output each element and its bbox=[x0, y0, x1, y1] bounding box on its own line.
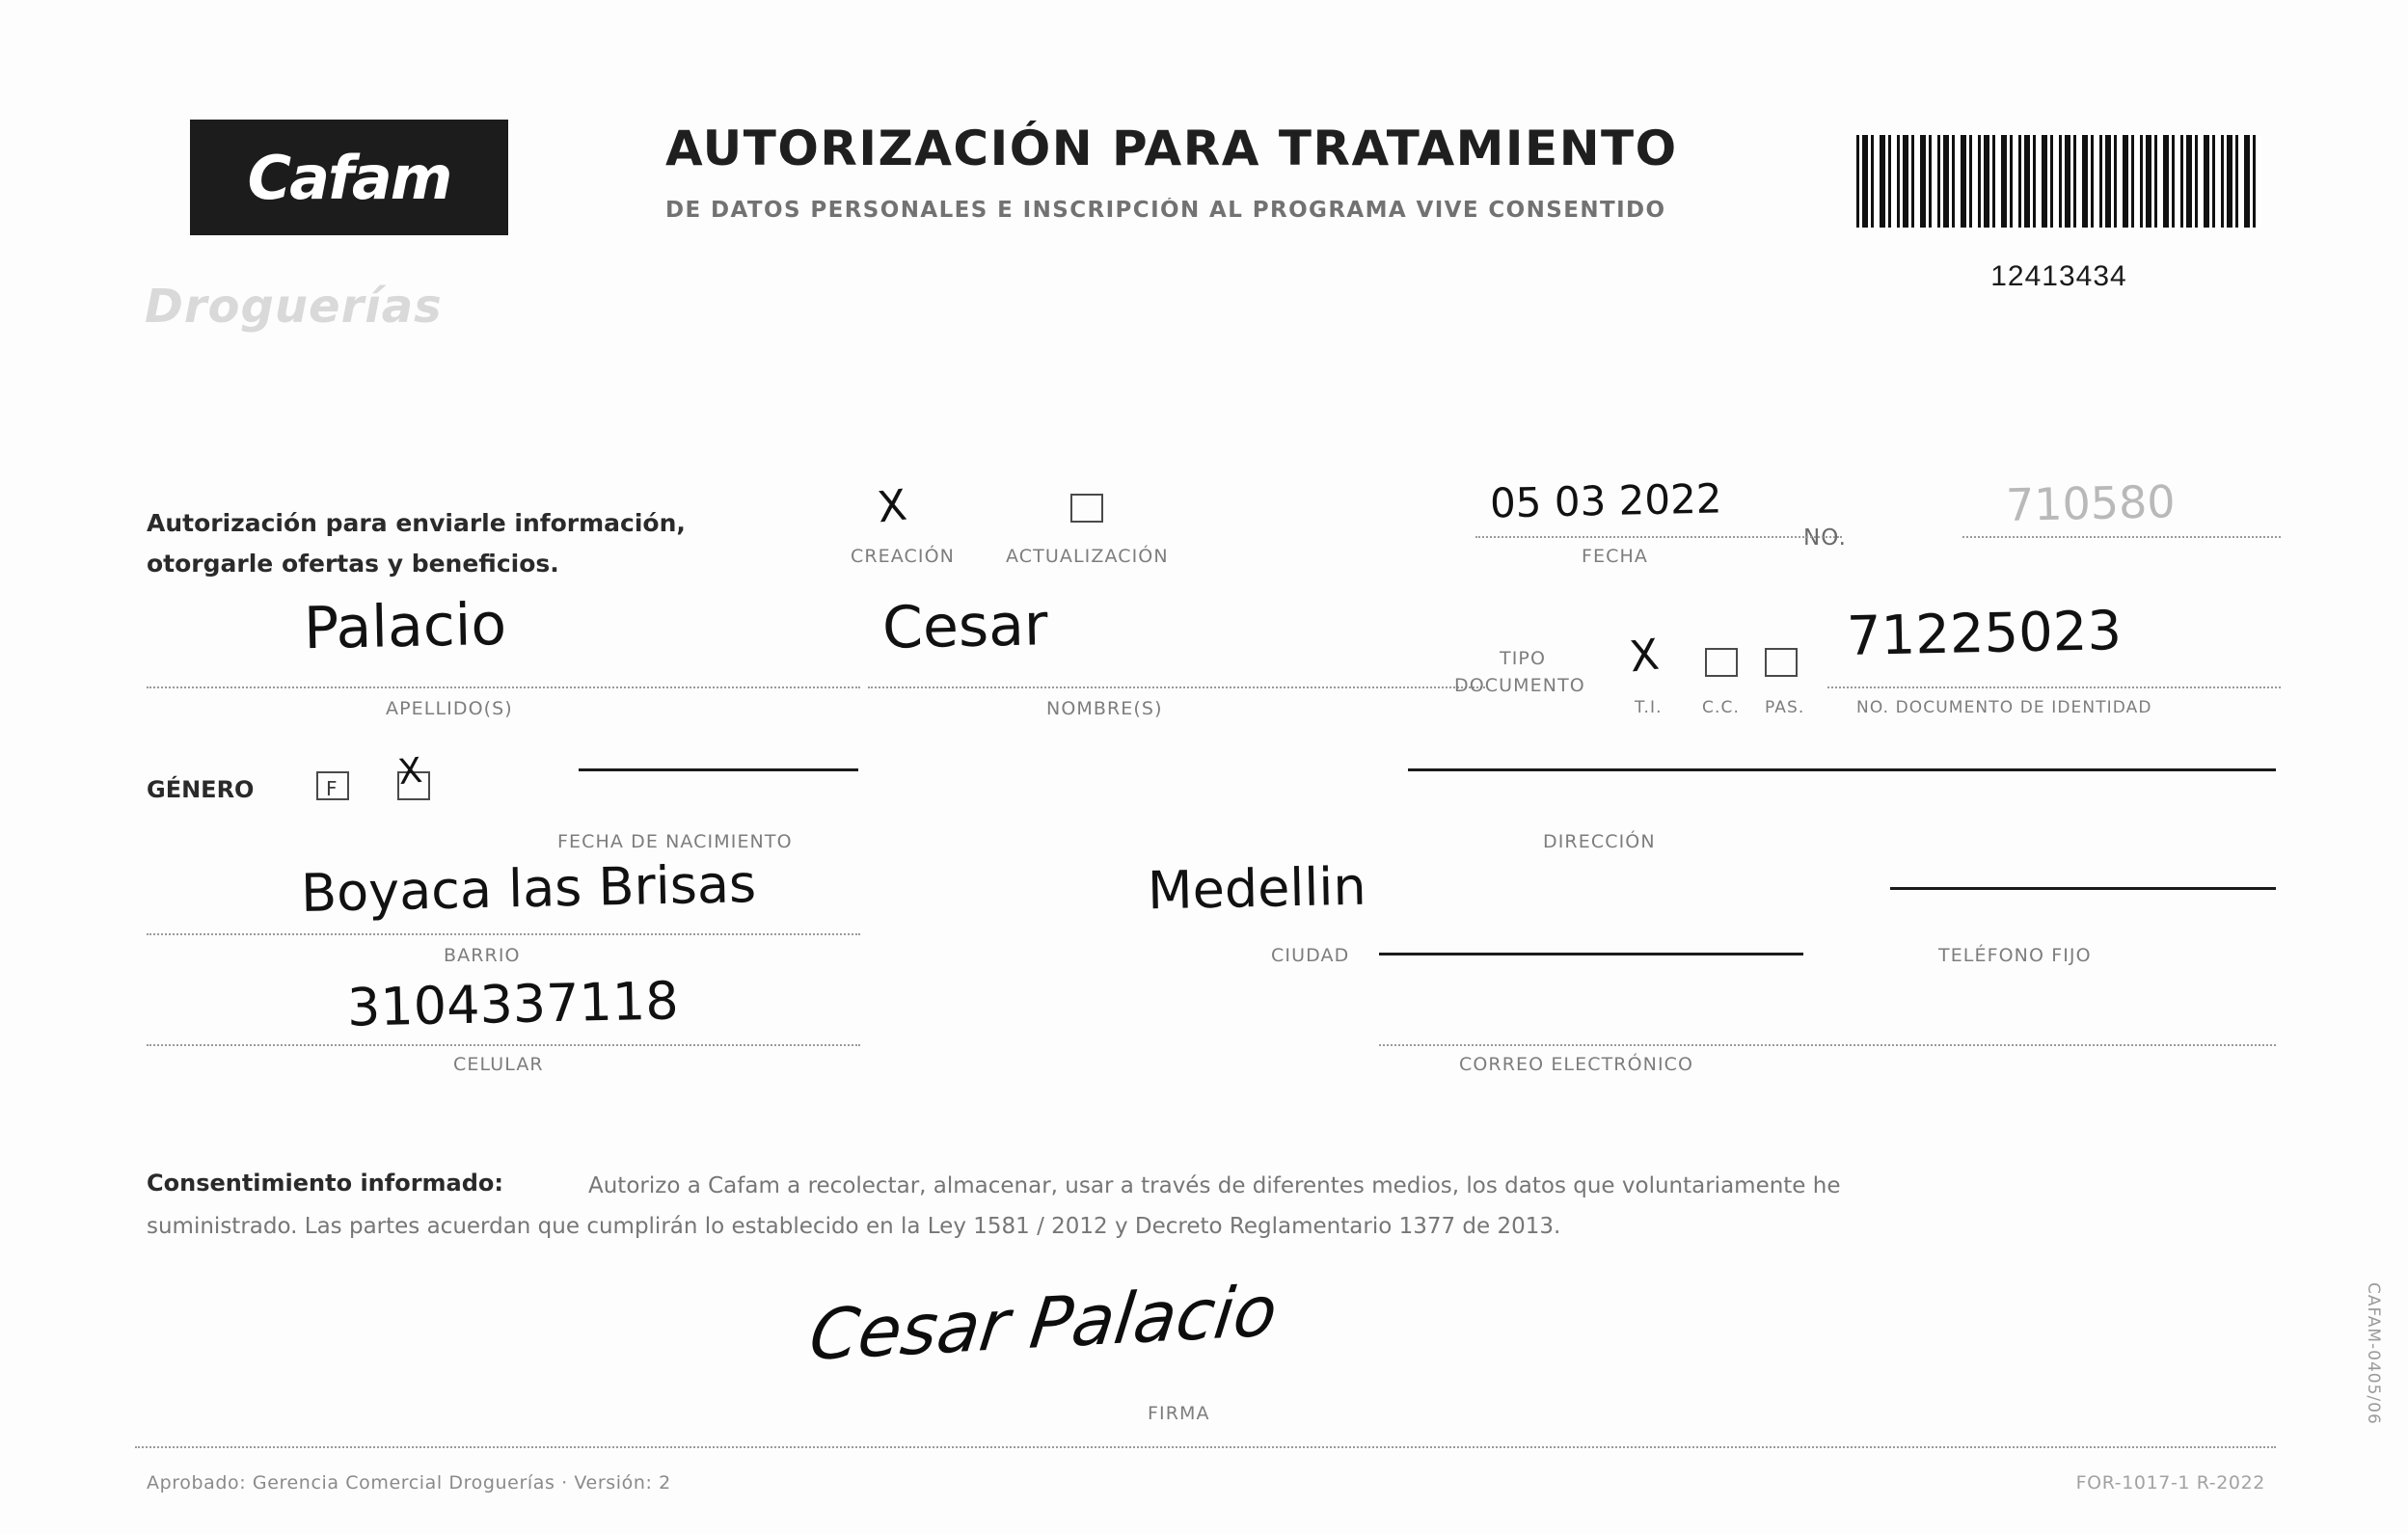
apellidos-label: APELLIDO(S) bbox=[386, 698, 513, 719]
consent-line2: suministrado. Las partes acuerdan que cumplirán lo establecido en la Ley 1581 / 2012 y Decreto Reglamentario 1377 de 2013. bbox=[147, 1214, 1561, 1239]
tipo-documento-label-line1: TIPO bbox=[1500, 648, 1547, 669]
ciudad-label: CIUDAD bbox=[1271, 945, 1350, 966]
fecha-value[interactable]: 05 03 2022 bbox=[1489, 474, 1722, 527]
side-margin-code: CAFAM-0405/06 bbox=[2364, 1282, 2383, 1425]
fecha-nacimiento-rule bbox=[579, 768, 858, 771]
fecha-nacimiento-label: FECHA DE NACIMIENTO bbox=[557, 831, 793, 852]
direccion-rule bbox=[1408, 768, 2276, 771]
actualizacion-label: ACTUALIZACIÓN bbox=[1006, 546, 1169, 567]
nombres-rule bbox=[868, 686, 1485, 688]
genero-m-mark[interactable]: X bbox=[395, 750, 424, 794]
celular-value[interactable]: 3104337118 bbox=[346, 970, 680, 1038]
signature-mark[interactable]: Cesar Palacio bbox=[805, 1270, 1282, 1376]
authorization-intro-line2: otorgarle ofertas y beneficios. bbox=[147, 550, 559, 578]
correo-label: CORREO ELECTRÓNICO bbox=[1459, 1054, 1694, 1075]
actualizacion-checkbox[interactable] bbox=[1070, 494, 1103, 523]
ciudad-rule bbox=[1379, 953, 1803, 955]
numero-documento-rule bbox=[1827, 686, 2281, 688]
cafam-logo-text: Cafam bbox=[247, 142, 451, 213]
tipo-documento-ti-mark[interactable]: X bbox=[1627, 630, 1662, 683]
ciudad-value[interactable]: Medellin bbox=[1147, 855, 1367, 922]
consent-line1: Autorizo a Cafam a recolectar, almacenar, usar a través de diferentes medios, los datos que voluntariamente he bbox=[588, 1173, 1841, 1198]
genero-f-label: F bbox=[326, 777, 338, 800]
footer-form-code: FOR-1017-1 R-2022 bbox=[2075, 1472, 2265, 1494]
direccion-label: DIRECCIÓN bbox=[1543, 831, 1656, 852]
cafam-logo bbox=[190, 120, 508, 235]
tipo-documento-pas-checkbox[interactable] bbox=[1765, 648, 1798, 677]
barrio-label: BARRIO bbox=[444, 945, 521, 966]
genero-label: GÉNERO bbox=[147, 776, 255, 803]
numero-documento-value[interactable]: 71225023 bbox=[1846, 600, 2123, 668]
footer-approval-text: Aprobado: Gerencia Comercial Droguerías · Versión: 2 bbox=[147, 1472, 671, 1494]
fecha-label: FECHA bbox=[1582, 546, 1648, 567]
numero-documento-label: NO. DOCUMENTO DE IDENTIDAD bbox=[1856, 698, 2152, 717]
signature-label: FIRMA bbox=[1148, 1403, 1210, 1424]
numero-label: NO. bbox=[1803, 525, 1847, 551]
nombres-label: NOMBRE(S) bbox=[1046, 698, 1163, 719]
numero-rule bbox=[1962, 536, 2281, 538]
barrio-value[interactable]: Boyaca las Brisas bbox=[300, 853, 757, 924]
tipo-documento-option-pas: PAS. bbox=[1765, 698, 1805, 717]
celular-rule bbox=[147, 1044, 860, 1046]
correo-rule bbox=[1379, 1044, 2276, 1046]
telefono-label: TELÉFONO FIJO bbox=[1938, 945, 2092, 966]
droguerias-wordmark: Droguerías bbox=[145, 280, 443, 334]
fecha-rule bbox=[1475, 536, 1842, 538]
tipo-documento-option-cc: C.C. bbox=[1702, 698, 1740, 717]
barrio-rule bbox=[147, 933, 860, 935]
barcode-image bbox=[1856, 135, 2261, 228]
tipo-documento-label-line2: DOCUMENTO bbox=[1454, 675, 1585, 696]
tipo-documento-option-ti: T.I. bbox=[1635, 698, 1663, 717]
barcode-number: 12413434 bbox=[1990, 260, 2127, 292]
telefono-rule bbox=[1890, 887, 2276, 890]
document-subtitle: DE DATOS PERSONALES E INSCRIPCIÓN AL PROGRAMA VIVE CONSENTIDO bbox=[665, 198, 1666, 223]
tipo-documento-cc-checkbox[interactable] bbox=[1705, 648, 1738, 677]
nombres-value[interactable]: Cesar bbox=[881, 591, 1049, 662]
footer-rule bbox=[135, 1446, 2276, 1448]
apellidos-value[interactable]: Palacio bbox=[303, 590, 507, 663]
apellidos-rule bbox=[147, 686, 860, 688]
authorization-intro-line1: Autorización para enviarle información, bbox=[147, 509, 686, 537]
celular-label: CELULAR bbox=[453, 1054, 544, 1075]
consent-heading: Consentimiento informado: bbox=[147, 1170, 503, 1197]
creacion-label: CREACIÓN bbox=[851, 546, 955, 567]
numero-value[interactable]: 710580 bbox=[2005, 475, 2177, 531]
document-title: AUTORIZACIÓN PARA TRATAMIENTO bbox=[665, 121, 1678, 176]
creacion-checkbox-mark[interactable]: X bbox=[875, 480, 909, 533]
